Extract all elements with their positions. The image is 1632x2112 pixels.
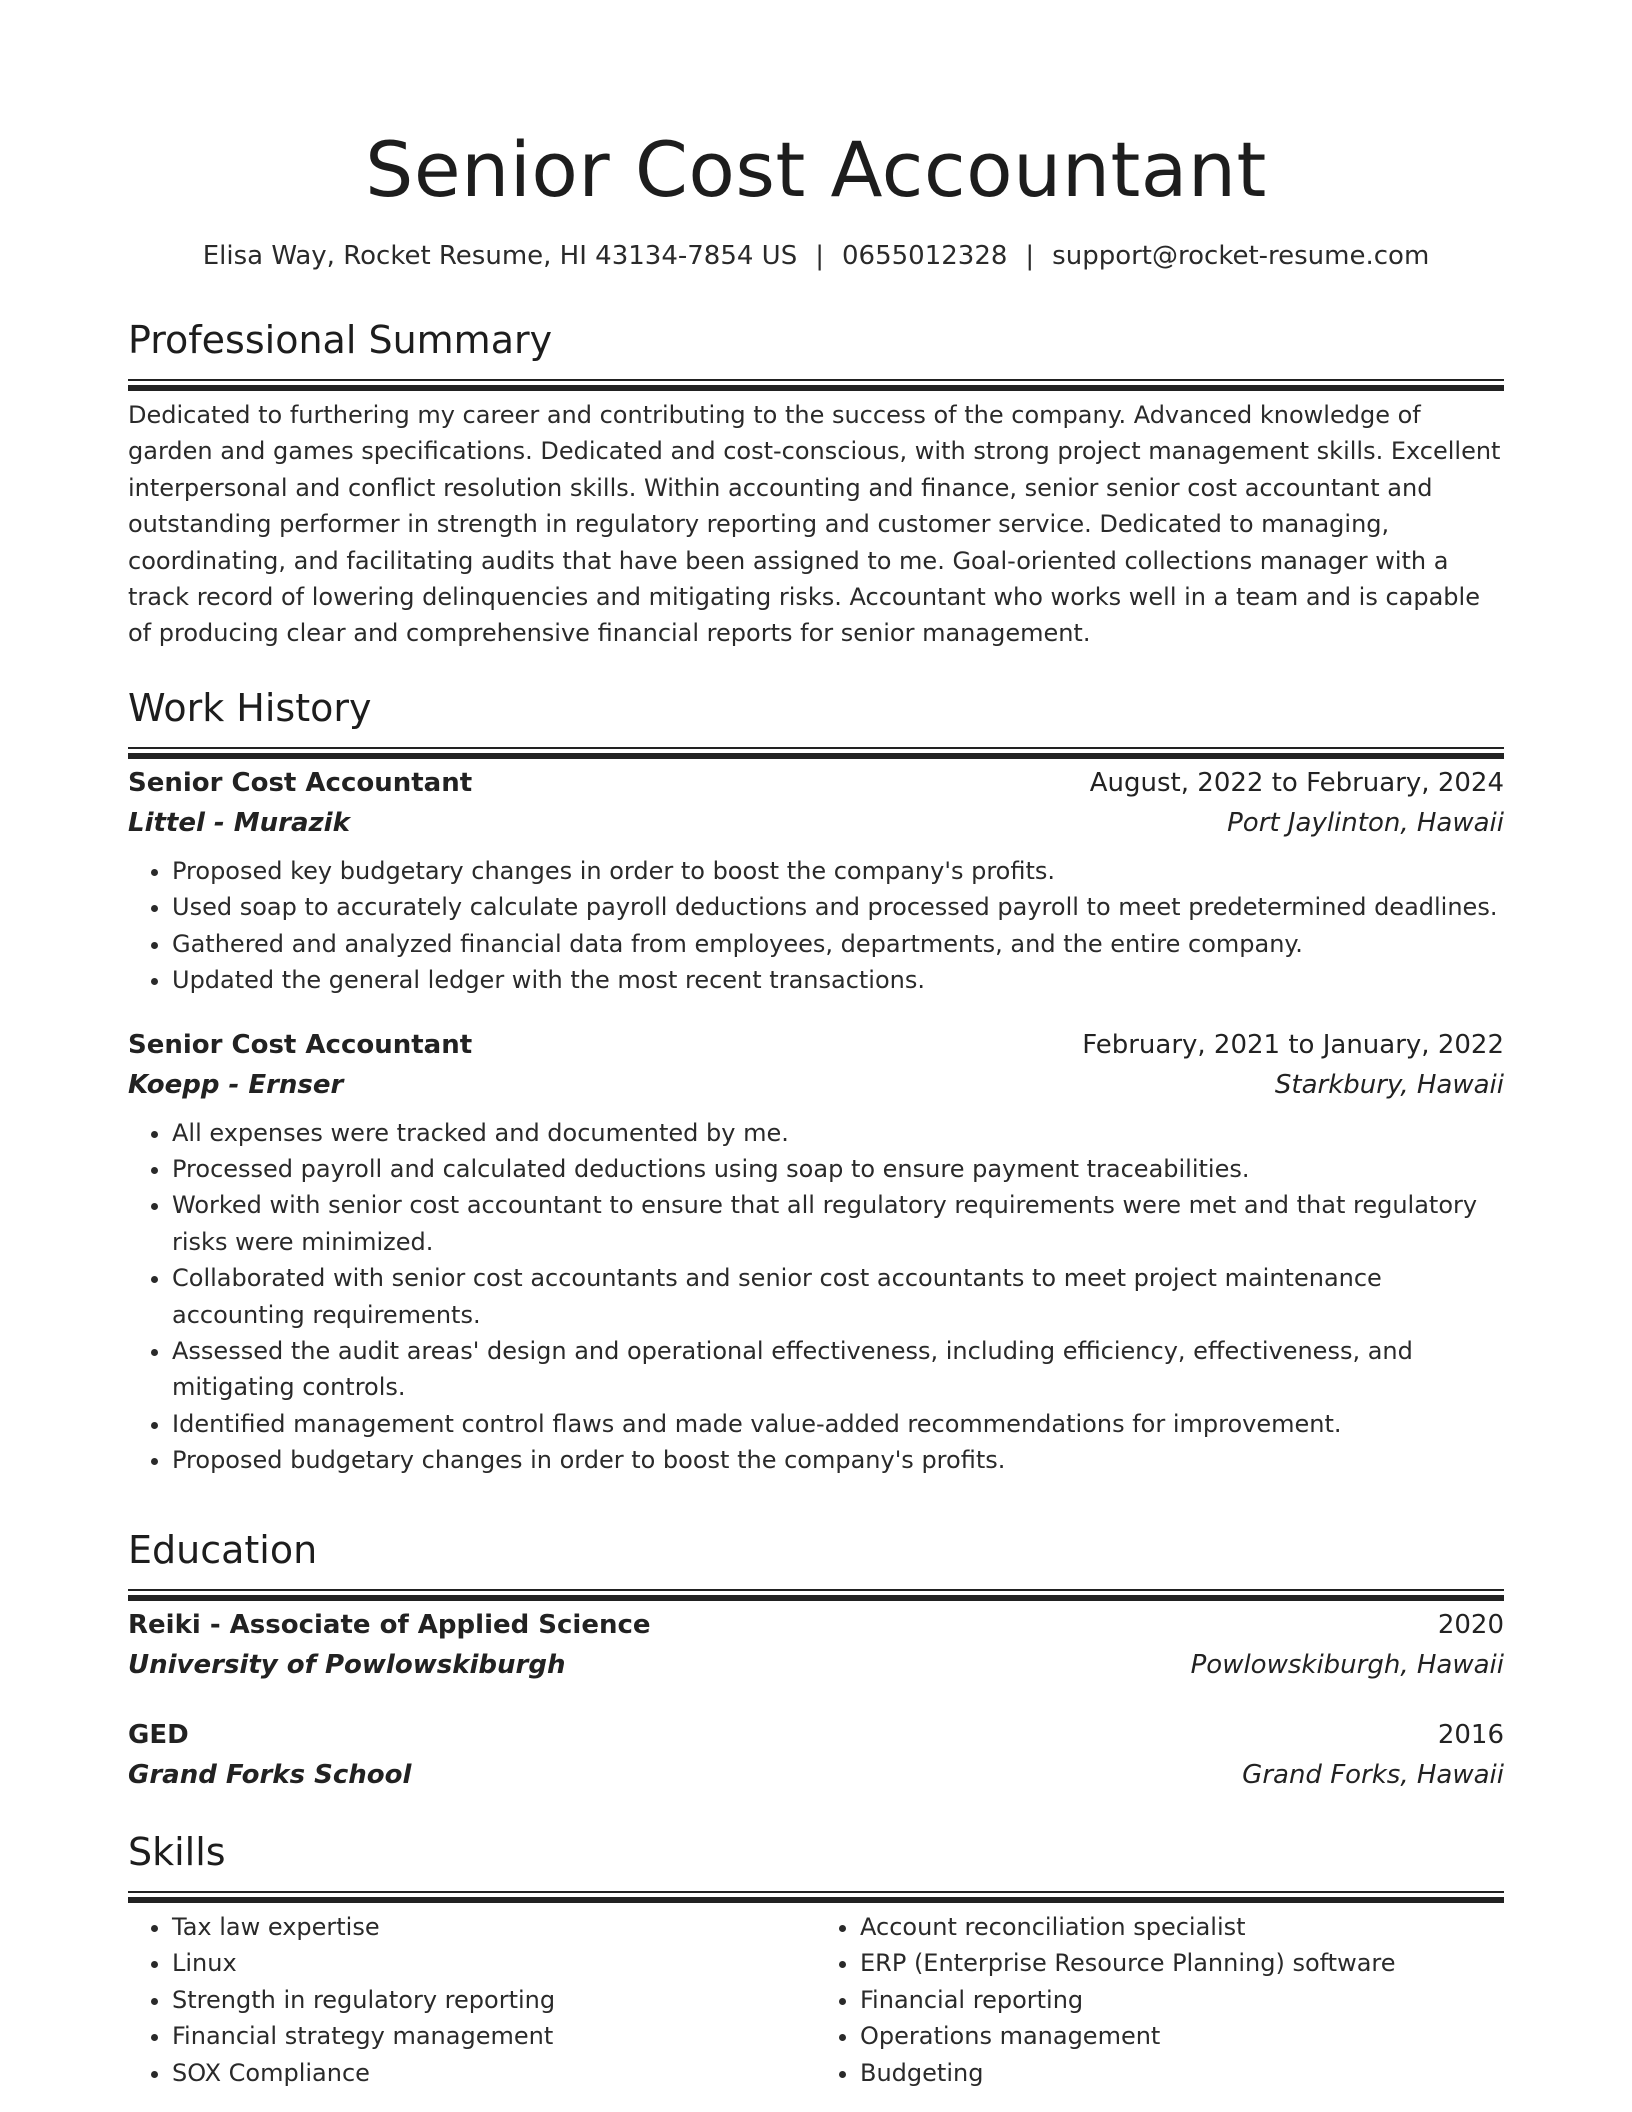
education-heading: Education bbox=[128, 1528, 318, 1572]
summary-text: Dedicated to furthering my career and contributing to the success of the company. Advanced knowledge of garden and games specifications. Dedicated and cost-conscious, with strong project management skills. Excellent interpersonal and conflict resolution skills. Within accounting and finance, senior senior cost accountant and outstanding performer in strength in regulatory reporting and customer service. Dedicated to managing, coordinating, and facilitating audits that have been assigned to me. Goal-oriented collections manager with a track record of lowering delinquencies and mitigating risks. Accountant who works well in a team and is capable of producing clear and comprehensive financial reports for senior management. bbox=[128, 401, 1501, 648]
contact-line bbox=[128, 238, 1504, 274]
list-item: • Gathered and analyzed financial data from employees, departments, and the entire company. bbox=[172, 926, 1504, 962]
list-item: • Processed payroll and calculated deductions using soap to ensure payment traceabilities. bbox=[172, 1151, 1504, 1187]
work-section bbox=[128, 683, 1504, 1479]
job-header bbox=[128, 763, 1504, 803]
skills-list-left bbox=[128, 1909, 816, 2091]
education-subheader bbox=[128, 1755, 1504, 1795]
job-title: Senior Cost Accountant bbox=[128, 768, 473, 798]
list-item: • Worked with senior cost accountant to ensure that all regulatory requirements were met and that regulatory risks were minimized. bbox=[172, 1187, 1504, 1260]
section-divider bbox=[128, 379, 1504, 381]
education-section bbox=[128, 1525, 1504, 1795]
list-item: • Assessed the audit areas' design and operational effectiveness, including efficiency, effectiveness, and mitigating controls. bbox=[172, 1333, 1504, 1406]
skills-section bbox=[128, 1827, 1504, 2091]
contact-separator: | bbox=[1025, 241, 1035, 271]
list-item: • Account reconciliation specialist bbox=[860, 1909, 1504, 1945]
list-item: • All expenses were tracked and documented by me. bbox=[172, 1115, 1504, 1151]
list-item: • Updated the general ledger with the most recent transactions. bbox=[172, 962, 1504, 998]
education-location: Powlowskiburgh, Hawaii bbox=[1190, 1650, 1504, 1680]
education-year: 2020 bbox=[1437, 1610, 1504, 1640]
education-header bbox=[128, 1605, 1504, 1645]
job-subheader bbox=[128, 803, 1504, 843]
section-divider bbox=[128, 1589, 1504, 1591]
education-school: Grand Forks School bbox=[128, 1760, 412, 1790]
education-header bbox=[128, 1715, 1504, 1755]
list-item: • Strength in regulatory reporting bbox=[172, 1982, 816, 2018]
job-bullets bbox=[128, 853, 1504, 999]
list-item: • Proposed budgetary changes in order to boost the company's profits. bbox=[172, 1442, 1504, 1478]
education-year: 2016 bbox=[1437, 1720, 1504, 1750]
list-item: • ERP (Enterprise Resource Planning) software bbox=[860, 1945, 1504, 1981]
list-item: • SOX Compliance bbox=[172, 2055, 816, 2091]
job-location: Starkbury, Hawaii bbox=[1274, 1069, 1504, 1100]
education-school: University of Powlowskiburgh bbox=[128, 1650, 566, 1680]
list-item: • Used soap to accurately calculate payroll deductions and processed payroll to meet predetermined deadlines. bbox=[172, 889, 1504, 925]
job-title: Senior Cost Accountant bbox=[128, 1029, 473, 1060]
education-degree: Reiki - Associate of Applied Science bbox=[128, 1610, 651, 1640]
job-dates: August, 2022 to February, 2024 bbox=[1089, 768, 1504, 798]
list-item: • Budgeting bbox=[860, 2055, 1504, 2091]
skills-list-right bbox=[816, 1909, 1504, 2091]
job-header bbox=[128, 1025, 1504, 1065]
contact-address: Elisa Way, Rocket Resume, HI 43134-7854 US bbox=[202, 241, 798, 271]
list-item: • Linux bbox=[172, 1945, 816, 1981]
job-company: Koepp - Ernser bbox=[128, 1069, 344, 1100]
contact-separator: | bbox=[815, 241, 824, 271]
education-entry bbox=[128, 1715, 1504, 1795]
contact-phone: 0655012328 bbox=[841, 241, 1008, 271]
list-item: • Collaborated with senior cost accountants and senior cost accountants to meet project maintenance accounting requirements. bbox=[172, 1260, 1504, 1333]
list-item: • Identified management control flaws and made value-added recommendations for improvement. bbox=[172, 1406, 1504, 1442]
section-divider bbox=[128, 747, 1504, 749]
job-entry bbox=[128, 1025, 1504, 1479]
summary-heading: Professional Summary bbox=[128, 318, 553, 362]
resume-title: Senior Cost Accountant bbox=[365, 125, 1267, 214]
contact-email: support@rocket-resume.com bbox=[1052, 241, 1430, 271]
job-bullets bbox=[128, 1115, 1504, 1479]
job-entry bbox=[128, 763, 1504, 999]
list-item: • Proposed key budgetary changes in order to boost the company's profits. bbox=[172, 853, 1504, 889]
list-item: • Financial strategy management bbox=[172, 2018, 816, 2054]
list-item: • Tax law expertise bbox=[172, 1909, 816, 1945]
job-company: Littel - Murazik bbox=[128, 808, 350, 838]
job-dates: February, 2021 to January, 2022 bbox=[1082, 1029, 1504, 1060]
job-location: Port Jaylinton, Hawaii bbox=[1227, 808, 1504, 838]
education-subheader bbox=[128, 1645, 1504, 1685]
education-entry bbox=[128, 1605, 1504, 1685]
education-degree: GED bbox=[128, 1720, 189, 1750]
work-heading: Work History bbox=[128, 686, 372, 730]
summary-section bbox=[128, 315, 1504, 652]
job-subheader bbox=[128, 1065, 1504, 1105]
list-item: • Operations management bbox=[860, 2018, 1504, 2054]
list-item: • Financial reporting bbox=[860, 1982, 1504, 2018]
section-divider bbox=[128, 1891, 1504, 1893]
skills-heading: Skills bbox=[128, 1830, 226, 1874]
education-location: Grand Forks, Hawaii bbox=[1242, 1760, 1504, 1790]
skills-columns bbox=[128, 1909, 1504, 2091]
